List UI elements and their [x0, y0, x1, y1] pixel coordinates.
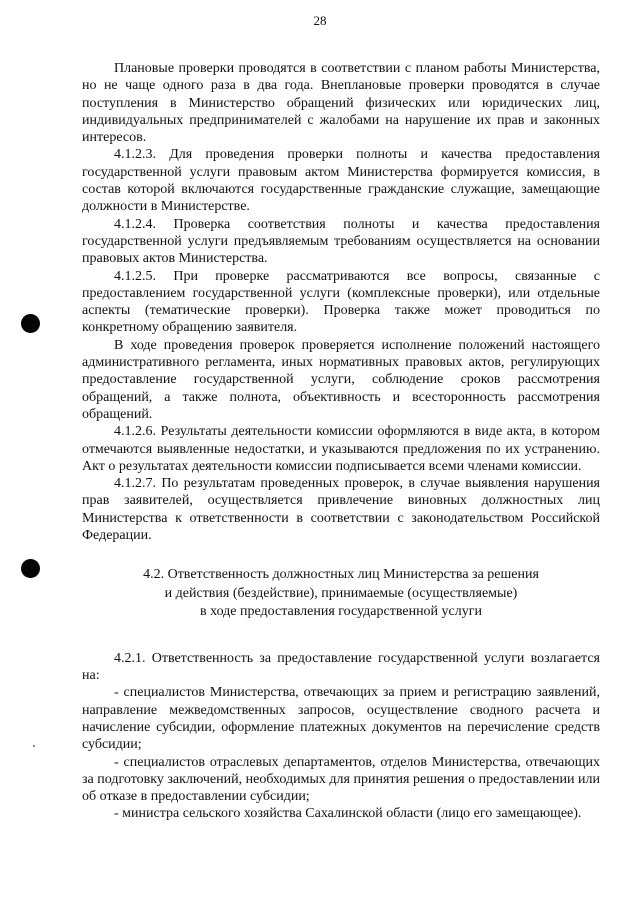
heading-line: в ходе предоставления государственной услуги	[200, 604, 482, 620]
section-4-2-heading	[82, 566, 600, 622]
heading-line: и действия (бездействие), принимаемые (осуществляемые)	[164, 585, 518, 601]
paragraph-clause-4-1-2-7: 4.1.2.7. По результатам проведенных проверок, в случае выявления нарушения прав заявителей, осуществляется привлечение виновных должностных лиц Министерства к ответственности в соответствии с законодательством Российской Федерации.	[82, 476, 600, 544]
paragraph-clause-4-2-1: 4.2.1. Ответственность за предоставление государственной услуги возлагается на:	[82, 650, 600, 684]
punch-hole-top	[21, 314, 40, 333]
scan-speck	[33, 745, 35, 747]
paragraph-list-minister: - министра сельского хозяйства Сахалинской области (лицо его замещающее).	[114, 806, 582, 822]
paragraph-planned-checks: Плановые проверки проводятся в соответствии с планом работы Министерства, но не чаще одного раза в два года. Внеплановые проверки проводятся в случае поступления в Министерство обращений физических или юридических лиц, индивидуальных предпринимателей с жалобами на нарушение их прав и законных интересов.	[82, 61, 600, 146]
paragraph-clause-4-1-2-5: 4.1.2.5. При проверке рассматриваются все вопросы, связанные с предоставлением государственной услуги (комплексные проверки), или отдельные аспекты (тематические проверки). Проверка также может проводиться по конкретному обращению заявителя.	[82, 268, 600, 336]
section-4-1-2-body	[82, 60, 600, 544]
paragraph-clause-4-1-2-6: 4.1.2.6. Результаты деятельности комиссии оформляются в виде акта, в котором отмечаются выявленные недостатки, и указываются предложения по их устранению. Акт о результатах деятельности комиссии подписывается всеми членами комиссии.	[82, 424, 600, 474]
paragraph-clause-4-1-2-4: 4.1.2.4. Проверка соответствия полноты и качества предоставления государственной услуги предъявляемым требованиям осуществляется на основании правовых актов Министерства.	[82, 216, 600, 267]
paragraph-during-checks: В ходе проведения проверок проверяется исполнение положений настоящего административного регламента, иных нормативных правовых актов, регулирующих предоставление государственной услуги, соблюдение сроков рассмотрения обращений, а также полнота, объективность и всесторонность рассмотрения обращений.	[82, 337, 600, 422]
punch-hole-bottom	[21, 559, 40, 578]
paragraph-clause-4-1-2-3: 4.1.2.3. Для проведения проверки полноты и качества предоставления государственной услуги правовым актом Министерства формируется комиссия, в состав которой включаются государственные гражданские служащие, замещающие должности в Министерстве.	[82, 147, 600, 215]
section-4-2-body	[82, 650, 600, 823]
document-body	[82, 60, 600, 823]
paragraph-list-departments: - специалистов отраслевых департаментов, отделов Министерства, отвечающих за подготовку заключений, необходимых для принятия решения о предоставлении или об отказе в предоставлении субсидии;	[82, 754, 600, 805]
paragraph-list-specialists: - специалистов Министерства, отвечающих за прием и регистрацию заявлений, направление межведомственных запросов, осуществление сводного расчета и начисление субсидии, оформление платежных документов на перечисление средств субсидии;	[82, 685, 600, 753]
page-number: 28	[313, 13, 327, 28]
heading-line: 4.2. Ответственность должностных лиц Министерства за решения	[143, 567, 539, 583]
